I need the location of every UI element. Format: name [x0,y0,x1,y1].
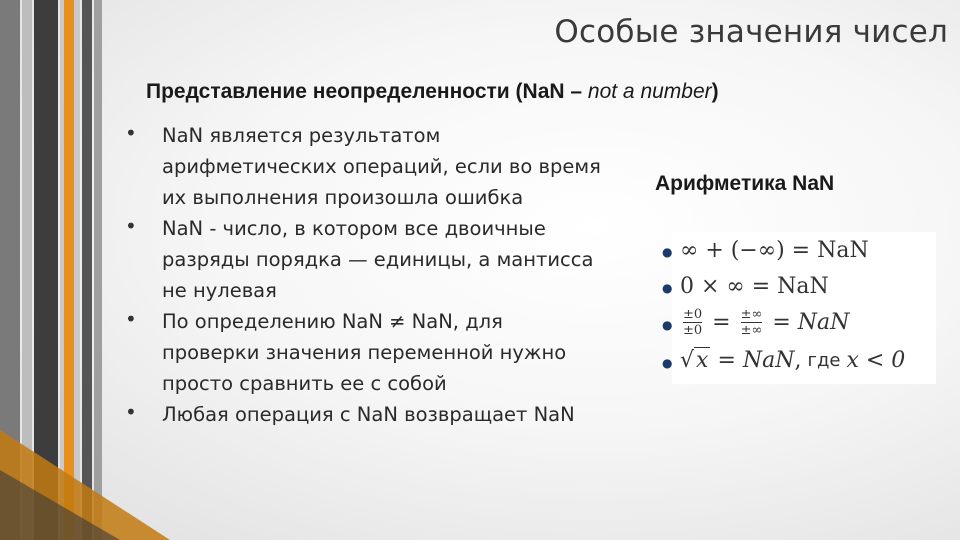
equals-sign: = [705,309,738,335]
sqrt-icon: √ [680,348,695,373]
fraction [741,308,763,337]
sqrt [680,347,710,373]
formula-bullet-icon: ● [662,281,673,295]
formula-bullet-icon: ● [662,356,673,370]
bullet-icon: • [125,307,137,331]
bullet-item [108,306,628,399]
radicand: x [696,348,709,373]
formula-2: 0 × ∞ = NaN [680,273,829,299]
slide-subtitle [146,80,719,104]
bullet-item [108,213,628,306]
orange-stripe [64,0,74,540]
formula-row [680,304,849,340]
subtitle-main: Представление неопределенности (NaN – [146,80,588,103]
comma: , [794,347,802,373]
bullet-text: NaN - число, в котором все двоичные разряды порядка — единицы, а мантисса не нулевая [162,217,594,302]
equals-sign: = [710,347,743,373]
subtitle-italic: not a number [587,80,712,103]
fraction [683,308,702,337]
bullet-item [108,120,628,213]
bullet-text: NaN является результатом арифметических операций, если во время их выполнения произошла ошибка [162,124,601,209]
numerator: ±∞ [740,306,763,322]
bullet-text: По определению NaN ≠ NaN, для проверки значения переменной нужно просто сравнить ее с собой [162,310,567,395]
formula-1: ∞ + (−∞) = NaN [680,237,869,263]
formula-row [680,268,829,304]
formula-4-cond: x < 0 [846,347,906,373]
numerator: ±0 [683,306,703,322]
bullet-icon: • [125,214,137,238]
thin-gray-stripe [94,0,102,540]
denominator: ±∞ [740,322,763,338]
formula-4-rhs: NaN [742,347,795,373]
formula-row [680,232,869,268]
bullet-text: Любая операция с NaN возвращает NaN [162,403,575,426]
formula-bullet-icon: ● [662,245,673,259]
formula-image [672,232,936,384]
arithmetic-title: Арифметика NaN [655,172,835,195]
slide-title: Особые значения чисел [554,14,948,50]
bullet-list [108,120,628,430]
formula-row [680,342,905,378]
thin-dark-stripe [82,0,92,540]
formula-3-rhs: NaN [797,309,850,335]
formula-bullet-icon: ● [662,318,673,332]
equals-sign: = [765,309,798,335]
denominator: ±0 [683,322,703,338]
bullet-item [108,399,628,430]
bullet-icon: • [125,121,137,145]
subtitle-close: ) [711,80,719,103]
bullet-icon: • [125,400,137,424]
formula-4-word: где [807,349,841,371]
